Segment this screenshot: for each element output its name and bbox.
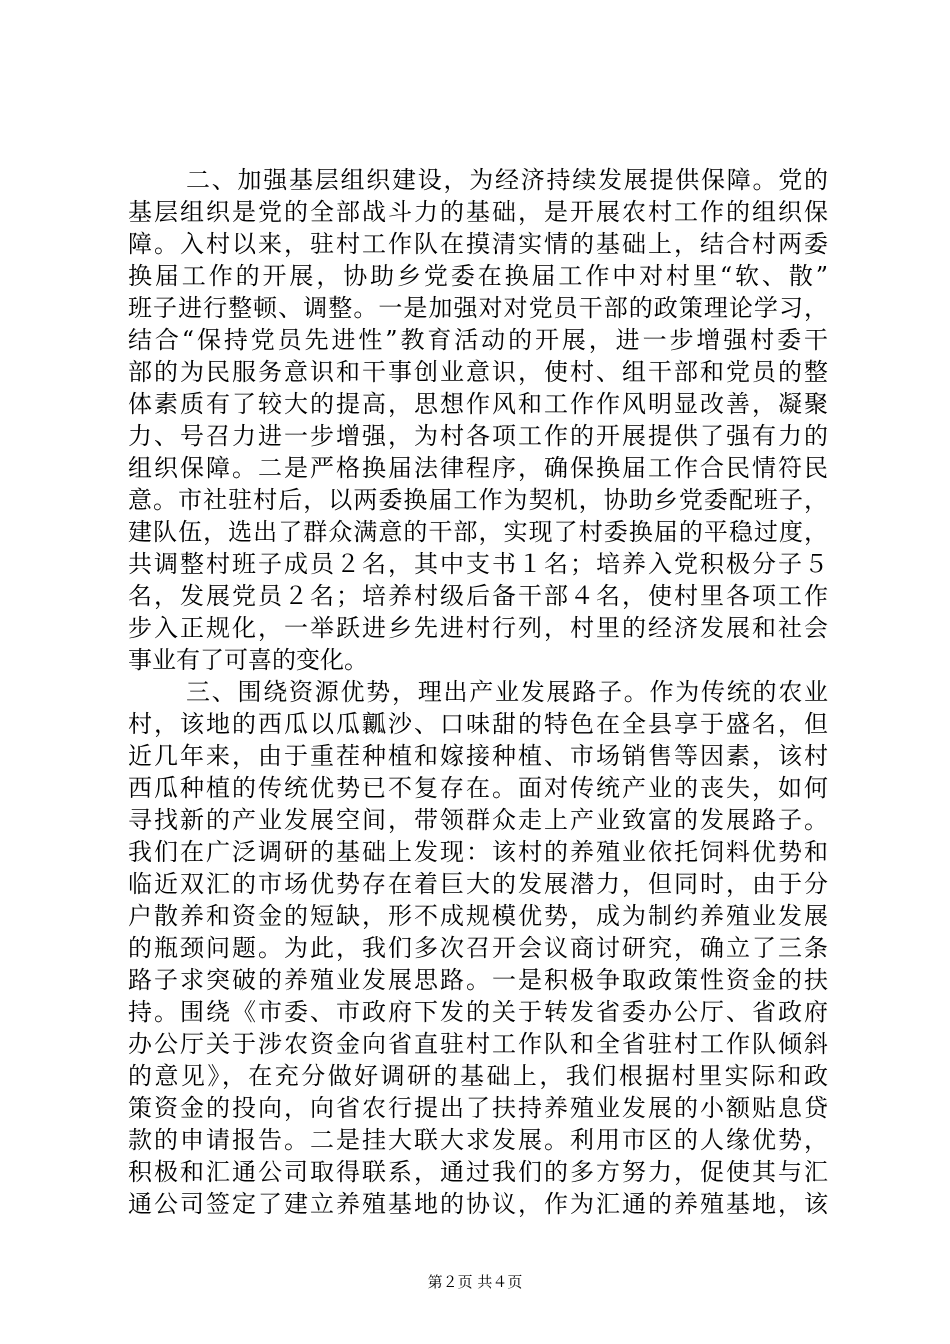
text-line: 部的为民服务意识和干事创业意识，使村、组干部和党员的整: [128, 358, 828, 386]
text-line: 步入正规化，一举跃进乡先进村行列，村里的经济发展和社会: [128, 614, 828, 642]
text-line: 基层组织是党的全部战斗力的基础，是开展农村工作的组织保: [128, 198, 828, 226]
paragraph-grassroots-organization: [128, 164, 828, 676]
text-line: 我们在广泛调研的基础上发现：该村的养殖业依托饲料优势和: [128, 838, 828, 866]
text-line: 建队伍，选出了群众满意的干部，实现了村委换届的平稳过度，: [128, 518, 828, 546]
text-line: 路子求突破的养殖业发展思路。一是积极争取政策性资金的扶: [128, 966, 828, 994]
text-line: 三、围绕资源优势，理出产业发展路子。作为传统的农业: [186, 678, 828, 706]
text-line: 持。围绕《市委、市政府下发的关于转发省委办公厅、省政府: [128, 998, 828, 1026]
text-line: 事业有了可喜的变化。: [128, 646, 368, 674]
paragraph-industry-development: [128, 676, 828, 1220]
page-number-footer: 第２页 共４页: [427, 1273, 523, 1291]
document-body: [128, 164, 828, 1220]
text-line: 临近双汇的市场优势存在着巨大的发展潜力，但同时，由于分: [128, 870, 828, 898]
text-line: 通公司签定了建立养殖基地的协议，作为汇通的养殖基地，该: [128, 1190, 828, 1218]
text-line: 款的申请报告。二是挂大联大求发展。利用市区的人缘优势，: [128, 1126, 828, 1154]
text-line: 办公厅关于涉农资金向省直驻村工作队和全省驻村工作队倾斜: [128, 1030, 828, 1058]
text-line: 二、加强基层组织建设，为经济持续发展提供保障。党的: [186, 166, 828, 194]
text-line: 策资金的投向，向省农行提出了扶持养殖业发展的小额贴息贷: [128, 1094, 828, 1122]
text-line: 户散养和资金的短缺，形不成规模优势，成为制约养殖业发展: [128, 902, 828, 930]
text-line: 村，该地的西瓜以瓜瓤沙、口味甜的特色在全县享于盛名，但: [128, 710, 828, 738]
text-line: 近几年来，由于重茬种植和嫁接种植、市场销售等因素，该村: [128, 742, 828, 770]
text-line: 的瓶颈问题。为此，我们多次召开会议商讨研究，确立了三条: [128, 934, 828, 962]
text-line: 积极和汇通公司取得联系，通过我们的多方努力，促使其与汇: [128, 1158, 828, 1186]
text-line: 寻找新的产业发展空间，带领群众走上产业致富的发展路子。: [128, 806, 828, 834]
text-line: 的意见》，在充分做好调研的基础上，我们根据村里实际和政: [128, 1062, 828, 1090]
text-line: 结合“保持党员先进性”教育活动的开展，进一步增强村委干: [128, 326, 828, 354]
text-line: 体素质有了较大的提高，思想作风和工作作风明显改善，凝聚: [128, 390, 828, 418]
text-line: 组织保障。二是严格换届法律程序，确保换届工作合民情符民: [128, 454, 828, 482]
text-line: 障。入村以来，驻村工作队在摸清实情的基础上，结合村两委: [128, 230, 828, 258]
text-line: 换届工作的开展，协助乡党委在换届工作中对村里“软、散”: [128, 262, 828, 290]
text-line: 班子进行整顿、调整。一是加强对对党员干部的政策理论学习，: [128, 294, 828, 322]
text-line: 力、号召力进一步增强，为村各项工作的开展提供了强有力的: [128, 422, 828, 450]
text-line: 西瓜种植的传统优势已不复存在。面对传统产业的丧失，如何: [128, 774, 828, 802]
text-line: 意。市社驻村后，以两委换届工作为契机，协助乡党委配班子，: [128, 486, 828, 514]
text-line: 名，发展党员２名；培养村级后备干部４名，使村里各项工作: [128, 582, 828, 610]
text-line: 共调整村班子成员２名，其中支书１名；培养入党积极分子５: [128, 550, 828, 578]
